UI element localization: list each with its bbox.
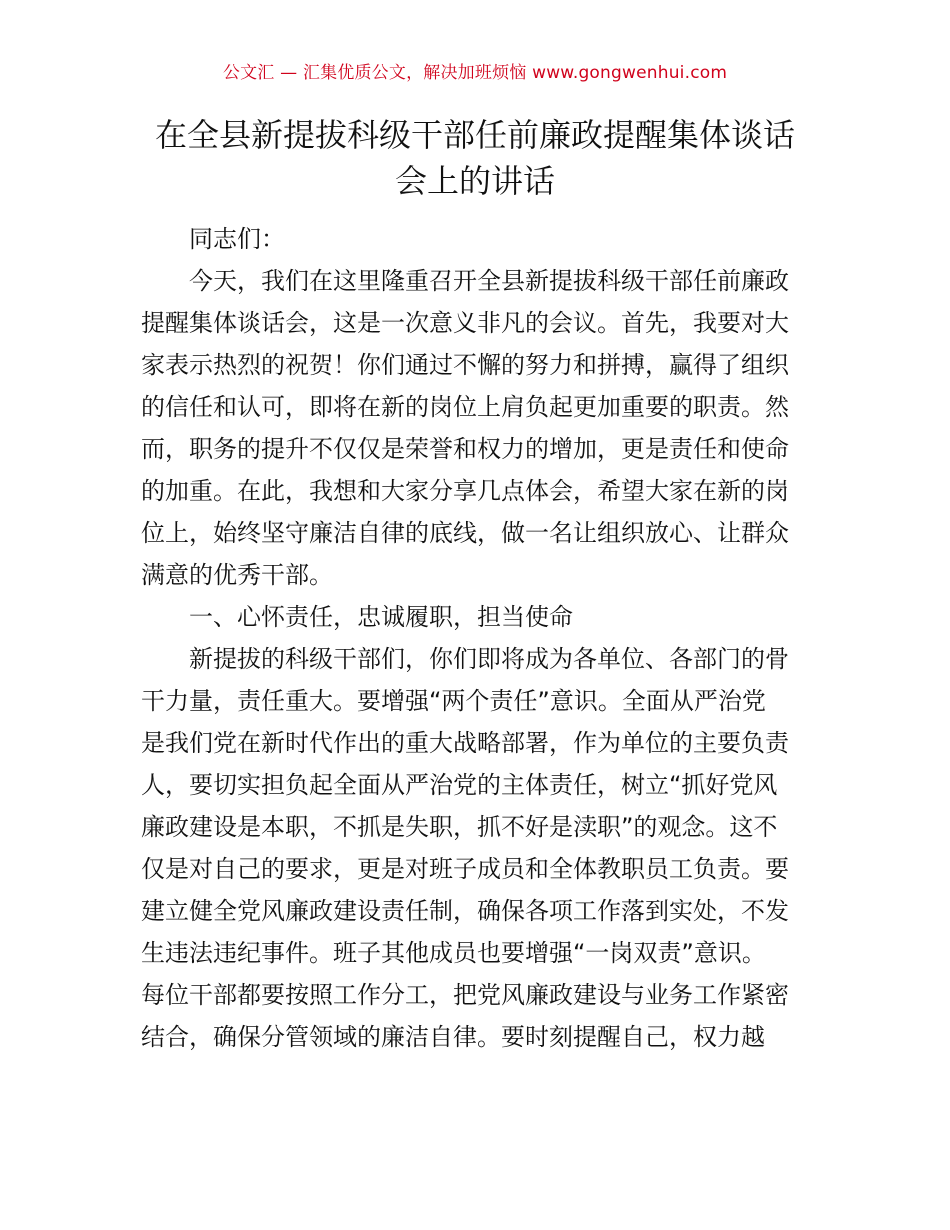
paragraph-2-line: 人，要切实担负起全面从严治党的主体责任，树立“抓好党风 bbox=[141, 771, 778, 799]
paragraph-2-line: 是我们党在新时代作出的重大战略部署，作为单位的主要负责 bbox=[141, 729, 789, 757]
paragraph-1-line: 满意的优秀干部。 bbox=[141, 561, 333, 589]
paragraph-2-line: 新提拔的科级干部们，你们即将成为各单位、各部门的骨 bbox=[189, 645, 789, 673]
paragraph-1-line: 的信任和认可，即将在新的岗位上肩负起更加重要的职责。然 bbox=[141, 393, 789, 421]
paragraph-2-line: 廉政建设是本职，不抓是失职，抓不好是渎职”的观念。这不 bbox=[141, 813, 778, 841]
paragraph-2-line: 建立健全党风廉政建设责任制，确保各项工作落到实处，不发 bbox=[141, 897, 789, 925]
title-line-1: 在全县新提拔科级干部任前廉政提醒集体谈话 bbox=[154, 116, 795, 154]
section-1-heading: 一、心怀责任，忠诚履职，担当使命 bbox=[189, 603, 573, 631]
paragraph-1-line: 提醒集体谈话会，这是一次意义非凡的会议。首先，我要对大 bbox=[141, 309, 789, 337]
paragraph-1-line: 今天，我们在这里隆重召开全县新提拔科级干部任前廉政 bbox=[189, 267, 789, 295]
paragraph-1-line: 而，职务的提升不仅仅是荣誉和权力的增加，更是责任和使命 bbox=[141, 435, 789, 463]
watermark-banner: 公文汇 — 汇集优质公文，解决加班烦恼 www.gongwenhui.com bbox=[222, 63, 728, 83]
paragraph-1-line: 的加重。在此，我想和大家分享几点体会，希望大家在新的岗 bbox=[141, 477, 789, 505]
paragraph-2-line: 干力量，责任重大。要增强“两个责任”意识。全面从严治党 bbox=[141, 687, 766, 715]
paragraph-2-line: 生违法违纪事件。班子其他成员也要增强“一岗双责”意识。 bbox=[141, 939, 766, 967]
paragraph-2-line: 每位干部都要按照工作分工，把党风廉政建设与业务工作紧密 bbox=[141, 981, 789, 1009]
paragraph-2-line: 结合，确保分管领域的廉洁自律。要时刻提醒自己，权力越 bbox=[141, 1023, 765, 1051]
paragraph-1-line: 位上，始终坚守廉洁自律的底线，做一名让组织放心、让群众 bbox=[141, 519, 789, 547]
paragraph-2-line: 仅是对自己的要求，更是对班子成员和全体教职员工负责。要 bbox=[141, 855, 789, 883]
document-body bbox=[141, 218, 821, 1058]
document-title bbox=[120, 112, 830, 204]
greeting: 同志们： bbox=[189, 225, 285, 253]
title-line-2: 会上的讲话 bbox=[394, 162, 555, 200]
paragraph-1-line: 家表示热烈的祝贺！你们通过不懈的努力和拼搏，赢得了组织 bbox=[141, 351, 789, 379]
